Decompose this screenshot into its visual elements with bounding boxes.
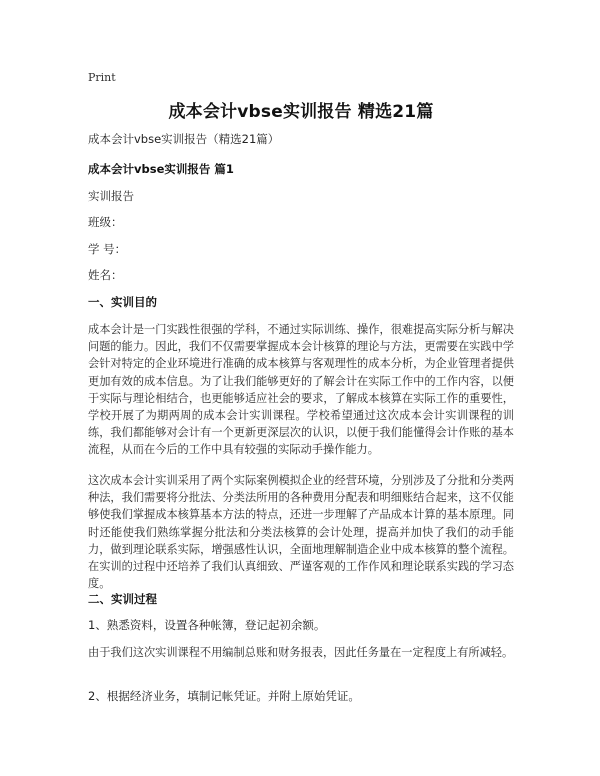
purpose-paragraph-2: 这次成本会计实训采用了两个实际案例模拟企业的经营环境，分别涉及了分批和分类两种法，我们需要将分批法、分类法所用的各种费用分配表和明细账结合起来，这不仅能够使我们掌握成本核算基本方法的特点，还进一步理解了产品成本计算的基本原理。同时还能使我们熟练掌握分批法和分类法核算的会计处理，提高并加快了我们的动手能力，做到理论联系实际，增强感性认识，全面地理解制造企业中成本核算的整个流程。在实训的过程中还培养了我们认真细致、严谨客观的工作作风和理论联系实践的学习态度。 [88,474,514,591]
name-label: 姓名： [88,268,123,282]
step-2: 2、根据经济业务，填制记帐凭证。并附上原始凭证。 [88,689,360,703]
page-title: 成本会计vbse实训报告 精选21篇 [168,102,434,122]
print-label: Print [88,71,116,84]
class-label: 班级： [88,215,123,229]
heading-purpose: 一、实训目的 [88,295,157,309]
section-title: 成本会计vbse实训报告 篇1 [88,162,234,176]
document-subtitle: 成本会计vbse实训报告（精选21篇） [88,132,280,146]
purpose-paragraph-1: 成本会计是一门实践性很强的学科，不通过实际训练、操作，很难提高实际分析与解决问题的能力。因此，我们不仅需要掌握成本会计核算的理论与方法，更需要在实践中学会针对特定的企业环境进行准确的成本核算与客观理性的成本分析，为企业管理者提供更加有效的成本信息。为了让我们能够更好的了解会计在实际工作中的工作内容，以便于实际与理论相结合，也更能够适应社会的要求，了解成本核算在实际工作的重要性，学校开展了为期两周的成本会计实训课程。学校希望通过这次成本会计实训课程的训练，我们都能够对会计有一个更新更深层次的认识，以便于我们能懂得会计作账的基本流程，从而在今后的工作中具有较强的实际动手操作能力。 [88,323,514,457]
step-1-note: 由于我们这次实训课程不用编制总账和财务报表，因此任务量在一定程度上有所减轻。 [88,646,514,659]
student-id-label: 学 号： [88,242,127,256]
heading-process: 二、实训过程 [88,592,157,606]
step-1: 1、熟悉资料，设置各种帐簿，登记起初余额。 [88,618,326,632]
report-label: 实训报告 [88,189,134,203]
